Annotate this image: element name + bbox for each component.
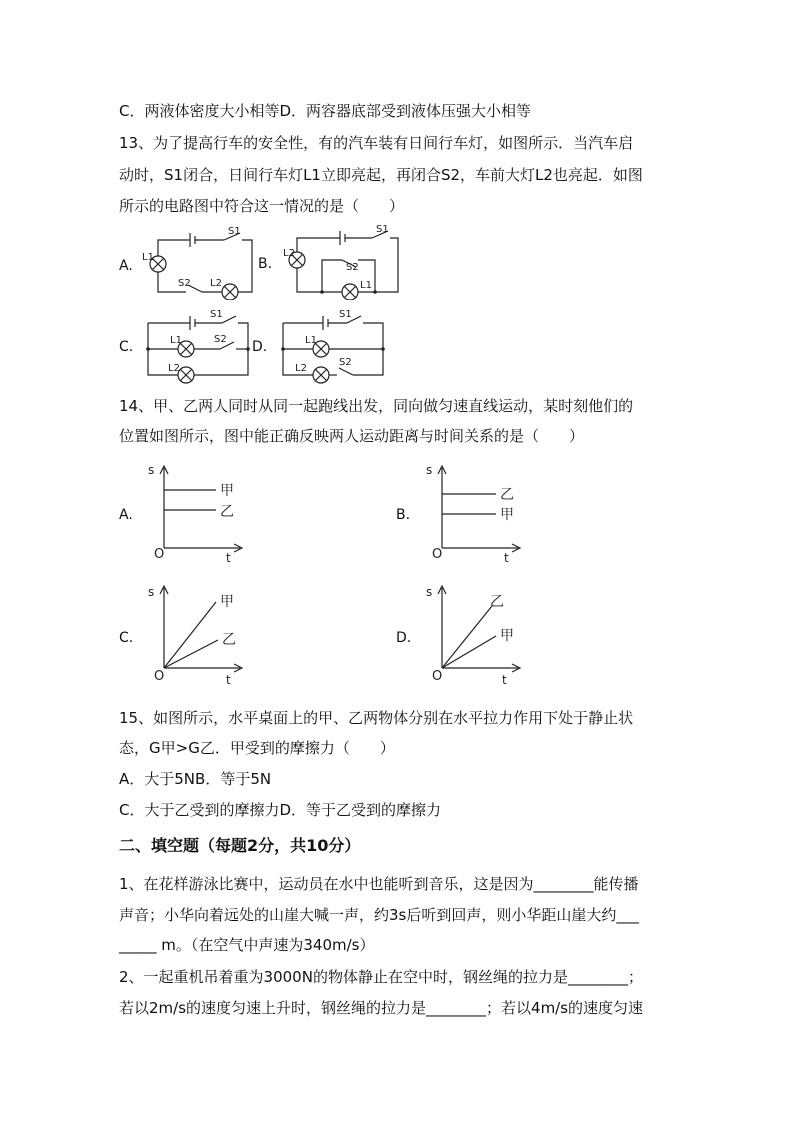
circuit-c-l1-label: L1	[170, 335, 182, 346]
q15-line-1: 15、如图所示，水平桌面上的甲、乙两物体分别在水平拉力作用下处于静止状	[119, 709, 634, 727]
q13-option-b: B.	[258, 256, 273, 272]
graph-d	[418, 580, 528, 690]
graph-c-axis-s: s	[148, 585, 155, 599]
graph-a-origin: O	[154, 547, 165, 562]
circuit-c-s1-label: S1	[210, 309, 223, 320]
circuit-d-l1-label: L1	[305, 335, 317, 346]
fill1-line-1: 1、在花样游泳比赛中，运动员在水中也能听到音乐，这是因为________能传播	[119, 875, 639, 893]
q13-option-a: A.	[119, 258, 133, 274]
graph-b-jia-label: 甲	[500, 507, 514, 523]
fill2-line-2: 若以2m/s的速度匀速上升时，钢丝绳的拉力是________；若以4m/s的速度匀速	[119, 999, 644, 1017]
graph-d-axis-t: t	[502, 673, 507, 687]
graph-a-jia-label: 甲	[220, 483, 234, 499]
q13-line-3: 所示的电路图中符合这一情况的是（ ）	[119, 197, 405, 215]
circuit-d-l2-label: L2	[295, 363, 307, 374]
circuit-diagram-a	[140, 222, 260, 300]
q14-option-a: A.	[119, 507, 133, 523]
graph-c-yi-label: 乙	[222, 632, 236, 648]
graph-b-axis-s: s	[426, 463, 433, 477]
circuit-a-s1-label: S1	[228, 226, 241, 237]
q13-line-1: 13、为了提高行车的安全性，有的汽车装有日间行车灯，如图所示．当汽车启	[119, 134, 634, 152]
fill1-line-3: _____ m。（在空气中声速为340m/s）	[119, 936, 375, 954]
graph-c	[140, 580, 250, 690]
q14-line-2: 位置如图所示，图中能正确反映两人运动距离与时间关系的是（ ）	[119, 427, 585, 445]
q12-options-cd: C．两液体密度大小相等D．两容器底部受到液体压强大小相等	[119, 102, 532, 120]
graph-d-axis-s: s	[426, 585, 433, 599]
q13-option-c: C.	[119, 339, 134, 355]
graph-b-origin: O	[432, 547, 443, 562]
circuit-diagram-c	[140, 305, 258, 385]
circuit-diagram-b	[280, 220, 405, 300]
graph-d-origin: O	[432, 669, 443, 684]
graph-b-yi-label: 乙	[500, 487, 514, 503]
graph-a-axis-t: t	[226, 551, 231, 565]
q14-option-b: B.	[396, 507, 411, 523]
circuit-d-s1-label: S1	[339, 309, 352, 320]
circuit-d-s2-label: S2	[339, 357, 352, 368]
q13-line-2: 动时，S1闭合，日间行车灯L1立即亮起，再闭合S2，车前大灯L2也亮起．如图	[119, 166, 643, 184]
circuit-a-l2-label: L2	[210, 278, 222, 289]
graph-d-yi-label: 乙	[490, 594, 504, 610]
q14-option-d: D.	[396, 630, 412, 646]
circuit-b-l2-label: L2	[283, 248, 295, 259]
q14-option-c: C.	[119, 630, 134, 646]
q13-option-d: D.	[252, 339, 268, 355]
q14-line-1: 14、甲、乙两人同时从同一起跑线出发，同向做匀速直线运动，某时刻他们的	[119, 397, 634, 415]
fill2-line-1: 2、一起重机吊着重为3000N的物体静止在空中时，钢丝绳的拉力是________；	[119, 968, 643, 986]
circuit-a-l1-label: L1	[142, 252, 154, 263]
graph-c-jia-label: 甲	[220, 594, 234, 610]
graph-a	[140, 460, 250, 570]
circuit-b-s1-label: S1	[376, 224, 389, 235]
graph-a-yi-label: 乙	[220, 504, 234, 520]
circuit-c-l2-label: L2	[168, 363, 180, 374]
graph-c-origin: O	[154, 669, 165, 684]
fill1-line-2: 声音；小华向着远处的山崖大喊一声，约3s后听到回声，则小华距山崖大约___	[119, 906, 639, 924]
graph-b-axis-t: t	[504, 551, 509, 565]
q15-options-ab: A．大于5NB．等于5N	[119, 770, 272, 788]
graph-c-axis-t: t	[226, 673, 231, 687]
section-title: 二、填空题（每题2分，共10分）	[119, 836, 361, 855]
graph-a-axis-s: s	[148, 463, 155, 477]
circuit-diagram-d	[275, 305, 393, 385]
graph-b	[418, 460, 528, 570]
circuit-b-s2-label: S2	[346, 262, 359, 273]
circuit-c-s2-label: S2	[214, 334, 227, 345]
circuit-a-s2-label: S2	[178, 278, 191, 289]
graph-d-jia-label: 甲	[500, 628, 514, 644]
q15-options-cd: C．大于乙受到的摩擦力D．等于乙受到的摩擦力	[119, 801, 442, 819]
q15-line-2: 态，G甲>G乙．甲受到的摩擦力（ ）	[119, 739, 395, 757]
circuit-b-l1-label: L1	[360, 280, 372, 291]
